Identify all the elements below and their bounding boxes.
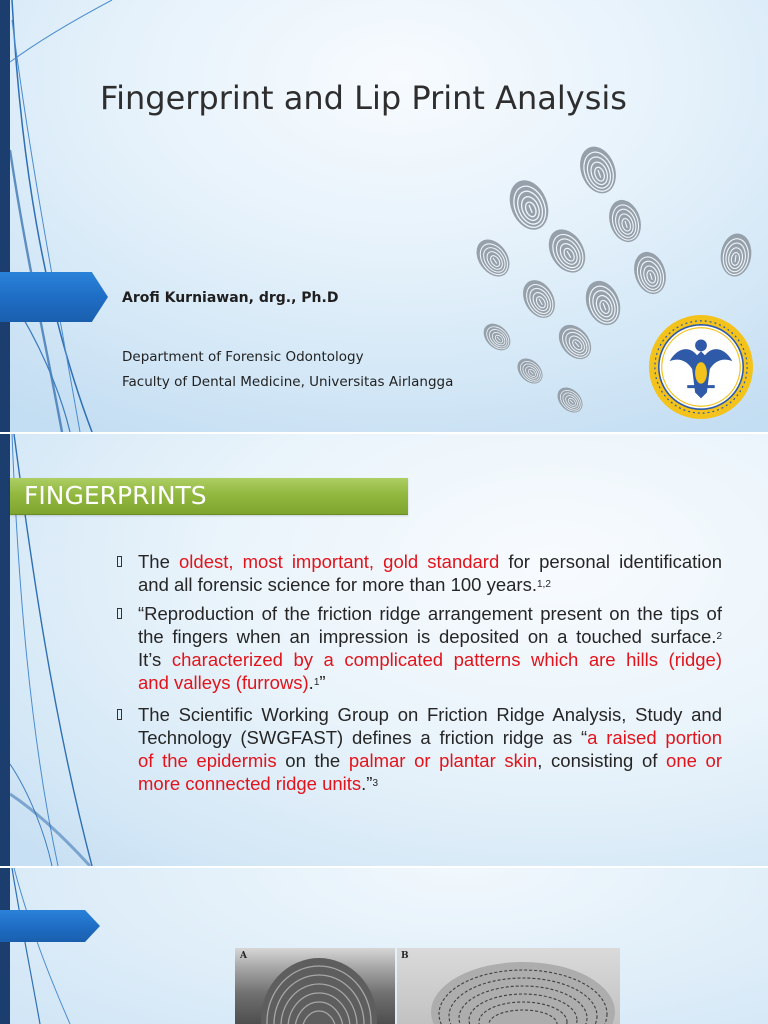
bullet-line [138, 625, 722, 648]
text-run: Technology (SWGFAST) defines a friction ridge as “ [138, 726, 588, 748]
highlighted-text: oldest, most important, gold standard [179, 550, 500, 572]
text-run: The Scientific Working Group on Friction Ridge Analysis, Study and [138, 703, 722, 725]
bullet-item [138, 550, 722, 597]
text-run: . [308, 672, 314, 694]
highlighted-text: and valleys (furrows) [138, 672, 309, 694]
fingerprint-icon [470, 233, 517, 283]
panel-b-label: B [401, 951, 409, 961]
presentation-title: Fingerprint and Lip Print Analysis [100, 79, 627, 117]
bullet-line [138, 726, 722, 749]
text-run: The [138, 550, 179, 572]
panel-a-label: A [240, 951, 247, 961]
bullet-item [138, 602, 722, 695]
fingerprint-icon [574, 142, 622, 199]
highlighted-text: of the epidermis [138, 750, 277, 772]
text-run: .” [361, 773, 373, 795]
bullet-line [138, 550, 722, 573]
text-run: It’s [138, 649, 172, 671]
fingerprint-icon [513, 354, 548, 389]
bullet-line [138, 703, 722, 726]
citation-ref: 1,2 [537, 578, 551, 590]
fingerprint-panel-b [397, 948, 620, 1024]
university-seal-icon [648, 314, 754, 420]
text-run: the fingers when an impression is deposited on a touched surface. [138, 625, 717, 647]
bullet-line [138, 648, 722, 671]
section-banner [10, 478, 408, 515]
bullet-item [138, 703, 722, 796]
bullet-icon [117, 608, 122, 619]
text-run: and all forensic science for more than 100 years. [138, 573, 537, 595]
fingerprint-panel-a [235, 948, 395, 1024]
fingerprint-icon [517, 274, 562, 323]
bullet-icon [117, 709, 122, 720]
highlighted-text: characterized by a complicated patterns which are hills (ridge) [171, 649, 722, 671]
text-run: , consisting of [537, 750, 667, 772]
highlighted-text: a raised portion [587, 726, 722, 748]
fingerprint-icon [553, 383, 588, 418]
bullet-line [138, 602, 722, 625]
text-run: ” [319, 672, 326, 694]
highlighted-text: palmar or plantar skin [348, 750, 538, 772]
text-run: on the [276, 750, 349, 772]
author-name: Arofi Kurniawan, drg., Ph.D [122, 290, 339, 306]
fingerprint-icon [604, 196, 646, 246]
text-run: for personal identification [499, 550, 722, 572]
bullet-icon [117, 556, 122, 567]
faculty-name: Faculty of Dental Medicine, Universitas Airlangga [122, 374, 454, 390]
fingerprint-icon [629, 248, 671, 298]
fingerprint-icon [541, 223, 592, 279]
left-accent-bar [0, 434, 10, 866]
fingerprint-icon [579, 276, 626, 331]
section-heading: FINGERPRINTS [24, 481, 207, 510]
fingerprint-figure [235, 948, 620, 1024]
bullet-line [138, 772, 722, 795]
fingerprint-icon [478, 318, 515, 355]
fingerprints-slide [0, 434, 768, 866]
title-slide [0, 0, 768, 432]
bullet-line [138, 573, 722, 596]
citation-ref: 1 [313, 677, 320, 689]
department-name: Department of Forensic Odontology [122, 349, 364, 365]
figure-slide [0, 868, 768, 1024]
left-accent-bar [0, 868, 10, 1024]
citation-ref: 3 [372, 778, 379, 790]
fingerprint-icon [718, 231, 754, 278]
bullet-line [138, 749, 722, 772]
highlighted-text: more connected ridge units [138, 773, 362, 795]
text-run: “Reproduction of the friction ridge arrangement present on the tips of [138, 602, 722, 624]
bullet-line [138, 671, 722, 694]
highlighted-text: one or [666, 750, 722, 772]
fingerprint-icon [552, 319, 598, 366]
fingerprint-icon [503, 174, 556, 235]
citation-ref: 2 [716, 630, 722, 642]
arrow-tab [0, 910, 100, 942]
